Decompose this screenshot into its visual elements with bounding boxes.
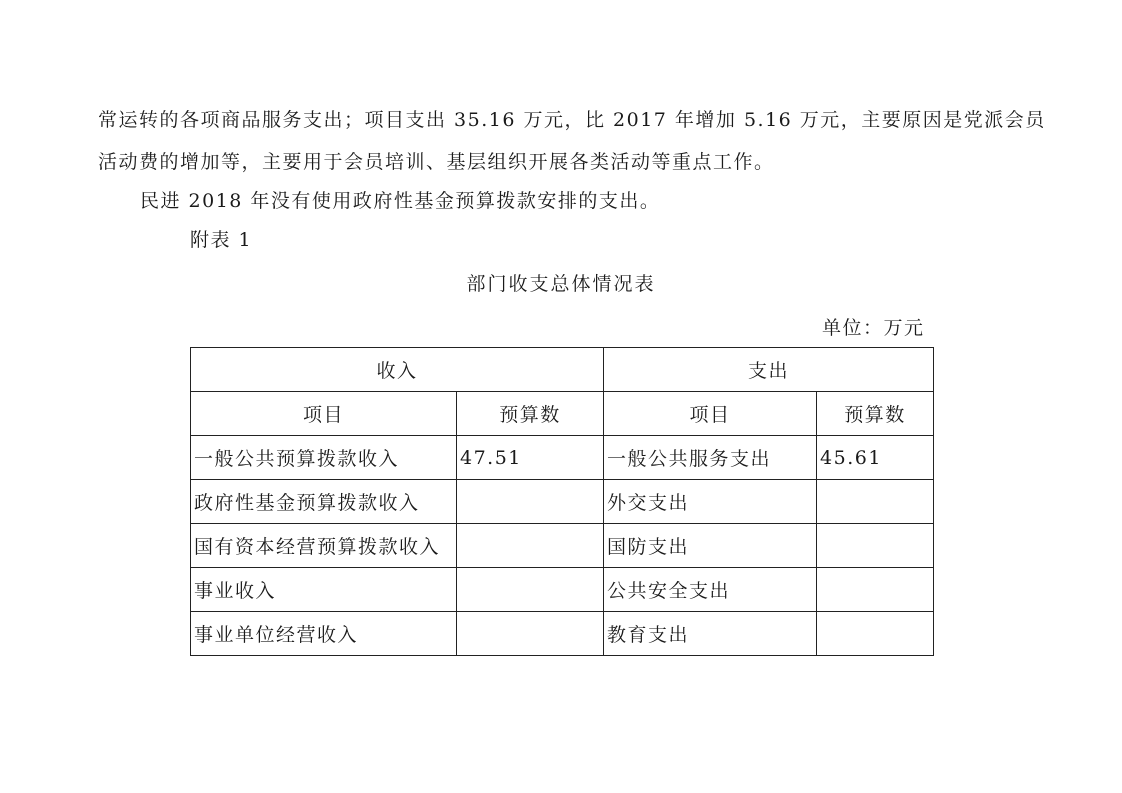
expense-budget-cell (817, 480, 934, 524)
table-unit-label: 单位：万元 (822, 317, 925, 339)
income-item-column-header: 项目 (191, 392, 457, 436)
table-column-header-row (191, 392, 934, 436)
expense-budget-cell (817, 524, 934, 568)
expense-item-cell: 教育支出 (604, 612, 817, 656)
income-group-header: 收入 (191, 348, 604, 392)
income-item-cell: 事业收入 (191, 568, 457, 612)
table-row (191, 612, 934, 656)
table-row (191, 436, 934, 480)
expense-budget-column-header: 预算数 (817, 392, 934, 436)
body-paragraph-line-2: 活动费的增加等，主要用于会员培训、基层组织开展各类活动等重点工作。 (98, 151, 775, 173)
expense-item-cell: 外交支出 (604, 480, 817, 524)
income-item-cell: 国有资本经营预算拨款收入 (191, 524, 457, 568)
table-row (191, 568, 934, 612)
budget-summary-table (190, 347, 934, 656)
table-row (191, 524, 934, 568)
expense-budget-cell (817, 612, 934, 656)
income-budget-column-header: 预算数 (457, 392, 604, 436)
expense-item-cell: 国防支出 (604, 524, 817, 568)
expense-item-column-header: 项目 (604, 392, 817, 436)
income-budget-cell (457, 612, 604, 656)
expense-item-cell: 一般公共服务支出 (604, 436, 817, 480)
income-budget-cell: 47.51 (457, 436, 604, 480)
expense-group-header: 支出 (604, 348, 934, 392)
income-budget-cell (457, 568, 604, 612)
body-paragraph-line-3: 民进 2018 年没有使用政府性基金预算拨款安排的支出。 (140, 190, 661, 212)
table-group-header-row (191, 348, 934, 392)
income-budget-cell (457, 524, 604, 568)
expense-budget-cell: 45.61 (817, 436, 934, 480)
income-item-cell: 政府性基金预算拨款收入 (191, 480, 457, 524)
table-title: 部门收支总体情况表 (466, 273, 656, 295)
table-row (191, 480, 934, 524)
expense-item-cell: 公共安全支出 (604, 568, 817, 612)
attachment-label: 附表 1 (190, 229, 253, 251)
income-item-cell: 一般公共预算拨款收入 (191, 436, 457, 480)
income-item-cell: 事业单位经营收入 (191, 612, 457, 656)
income-budget-cell (457, 480, 604, 524)
expense-budget-cell (817, 568, 934, 612)
body-paragraph-line-1: 常运转的各项商品服务支出；项目支出 35.16 万元，比 2017 年增加 5.16 万元，主要原因是党派会员 (98, 109, 1046, 131)
